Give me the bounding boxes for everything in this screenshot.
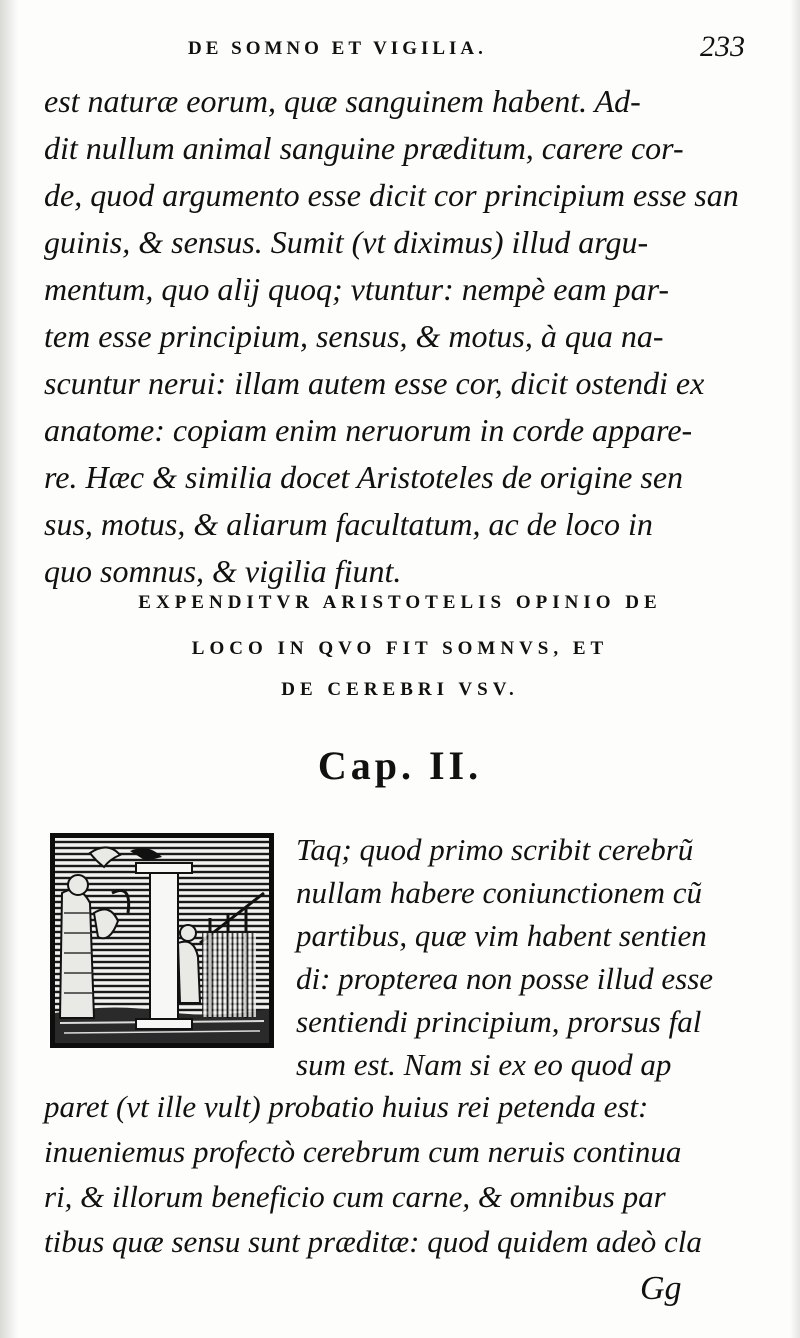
section-heading-line: LOCO IN QVO FIT SOMNVS, ET <box>191 638 609 659</box>
text-line: sus, motus, & aliarum facultatum, ac de loco in <box>44 506 653 542</box>
running-head: DE SOMNO ET VIGILIA. <box>188 38 487 59</box>
section-heading-line: DE CEREBRI VSV. <box>281 679 519 700</box>
chapter-body-text <box>44 1084 774 1264</box>
text-line: scuntur nerui: illam autem esse cor, dicit ostendi ex <box>44 365 705 401</box>
text-line: re. Hæc & similia docet Aristoteles de origine sen <box>44 459 684 495</box>
text-line: quo somnus, & vigilia fiunt. <box>44 553 402 589</box>
text-line: guinis, & sensus. Sumit (vt diximus) illud argu- <box>44 224 649 260</box>
page-number: 233 <box>700 30 745 63</box>
woodcut-initial-image <box>50 833 274 1048</box>
text-line: Taq; quod primo scribit cerebrũ <box>296 832 694 867</box>
text-line: sum est. Nam si ex eo quod ap <box>296 1047 672 1082</box>
text-line: nullam habere coniunctionem cũ <box>296 875 703 910</box>
signature-mark: Gg <box>640 1270 682 1307</box>
text-line: tibus quæ sensu sunt præditæ: quod quidem adeò cla <box>44 1224 702 1259</box>
text-line: di: propterea non posse illud esse <box>296 961 714 996</box>
text-line: dit nullum animal sanguine præditum, carere cor- <box>44 130 684 166</box>
text-line: partibus, quæ vim habent sentien <box>296 918 707 953</box>
text-line: ri, & illorum beneficio cum carne, & omnibus par <box>44 1179 666 1214</box>
text-line: tem esse principium, sensus, & motus, à qua na- <box>44 318 664 354</box>
text-line: paret (vt ille vult) probatio huius rei petenda est: <box>44 1089 649 1124</box>
decorated-initial-woodcut <box>50 833 274 1048</box>
section-heading-line: EXPENDITVR ARISTOTELIS OPINIO DE <box>138 592 662 613</box>
text-line: mentum, quo alij quoq; vtuntur: nempè eam par- <box>44 271 670 307</box>
text-line: anatome: copiam enim neruorum in corde appare- <box>44 412 693 448</box>
chapter-title: Cap. II. <box>317 743 483 788</box>
text-line: inueniemus profectò cerebrum cum neruis continua <box>44 1134 682 1169</box>
body-text <box>44 78 764 595</box>
text-line: de, quod argumento esse dicit cor principium esse san <box>44 177 739 213</box>
text-line: est naturæ eorum, quæ sanguinem habent. Ad- <box>44 83 641 119</box>
chapter-opening-column <box>296 828 776 1086</box>
text-line: sentiendi principium, prorsus fal <box>296 1004 702 1039</box>
